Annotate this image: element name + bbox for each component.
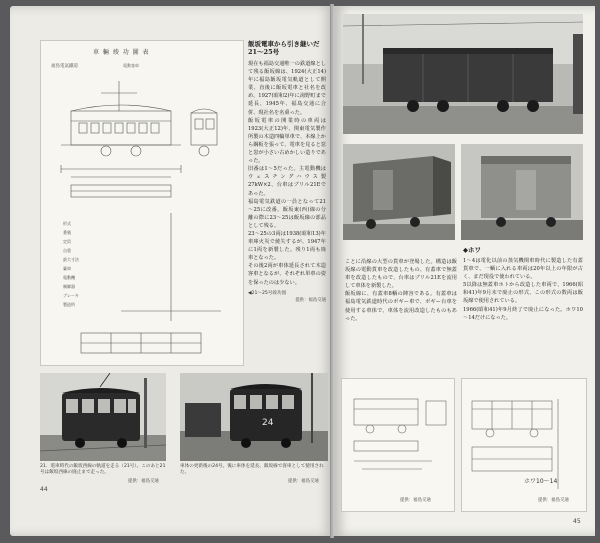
article-paragraph: 福島電気鉄道の一員となって21～25に改番。飯坂東(西)線の分離の際に23～25は飯坂線の部品として残る。 — [248, 198, 326, 229]
diagram-lines — [41, 41, 243, 365]
tram-photo-21 — [40, 373, 166, 461]
drawing-label: ホワ10～14 — [524, 478, 558, 485]
spec-label: 自重 — [63, 248, 71, 253]
hw-heading: ◆ホワ — [463, 246, 481, 254]
diagram-subtitle: 電動客車 — [123, 63, 139, 68]
article-paragraph: 1～4は電化以前の蒸気機関車時代に製造した有蓋貨車で、一輌に入れる車両は20年以上の年限が古く、まだ現役で使われている。 — [463, 258, 583, 281]
article-paragraph: 飯坂電車の開業時の車両は1923(大正12)年、関東電気製作所製の木造四輪単車で、本線上から鋼板を張って、電車を見ると窓と窓が小さい古めかしい造りであった。 — [248, 117, 326, 165]
page-number-right: 45 — [573, 518, 581, 525]
car-number: 24 — [262, 418, 274, 428]
drawing-credit-left: 提供：福島交通 — [400, 498, 431, 503]
freight-car-photo-left — [343, 144, 455, 240]
right-page — [333, 6, 595, 536]
article-paragraph: 5以降は無蓋車ホトから改造した車両で、1966(昭和41)年9月末で廃止の形式、この形式の数両は飯坂線で使用されている。 — [463, 282, 583, 305]
spec-label: 臺車 — [63, 266, 71, 271]
photo-credit-right: 提供：福島交通 — [288, 479, 319, 484]
hw-article-col1 — [345, 258, 457, 323]
article-heading-line2: 21～25号 — [248, 48, 280, 56]
article-paragraph: 旧番は1～5だった。主電動機はウェスチングハウス製27kW×2、台車はブリル21Eであった。 — [248, 166, 326, 197]
left-page — [10, 6, 332, 536]
drawing-credit-right: 提供：福島交通 — [538, 498, 569, 503]
diagram-corner-note: 福島電氣鐵道 — [51, 64, 78, 69]
diagram-title: 車 輛 竣 功 圖 表 — [93, 49, 150, 56]
spec-label: 定員 — [63, 239, 71, 244]
spec-label: 最大寸法 — [63, 257, 79, 262]
spec-label: 番號 — [63, 230, 71, 235]
article-heading-line1: 飯坂電車から引き継いだ — [248, 40, 320, 48]
hw-article-col2 — [463, 246, 583, 322]
spec-label: ブレーキ — [63, 293, 79, 298]
article-paragraph: 現在も福島交通唯一の鉄道線として残る飯坂線は、1924(大正14)年に福島飯坂電気軌道として開業、直後に飯坂電車と社名を改め、1927(昭和2)年に湯野町まで延長、1945年、福島交通に合併、現社名を名乗った。 — [248, 61, 326, 116]
freight-car-photo-top — [343, 14, 583, 134]
freight-drawing-right — [461, 378, 587, 512]
article-column — [248, 40, 326, 303]
spec-label: 制御器 — [63, 284, 75, 289]
page-number-left: 44 — [40, 486, 48, 493]
photo-credit-left: 提供：福島交通 — [128, 479, 159, 484]
spec-label: 形式 — [63, 221, 71, 226]
diagram-credit: 提供：福島交通 — [295, 297, 326, 303]
freight-car-photo-right — [461, 144, 583, 240]
article-paragraph: ことに沿線の大型の貨車が登場した。構造は飯坂線の電動貨車を改造したもの、有蓋車で無蓋車を改造したもので、台車はブリル21Eを流用して車体を新製した。 — [345, 259, 457, 290]
article-paragraph: 1966(昭和41)年9月終了で廃止になった。ホワ10～14だけになった。 — [463, 306, 583, 321]
article-paragraph: その後2両が車体延長されて木造客車となるが、それぞれ単車の姿を保ったのは少ない。 — [248, 263, 326, 286]
photo-caption-right: 車体の更新後の24号。後に車体を延長、飯坂線で客車として使用された。 — [180, 464, 324, 475]
spec-label: 電動機 — [63, 275, 75, 280]
diagram-caption: ◀21～25号竣功図 — [248, 290, 287, 296]
tram-photo-24 — [180, 373, 328, 461]
spec-label: 製造所 — [63, 302, 75, 307]
car-diagram — [40, 40, 244, 366]
photo-caption-left: 21．電車時代の飯坂西線の軌道を走る（21号）。このあと21号は飯坂西線の廃止まで走った。 — [40, 464, 166, 475]
article-paragraph: 飯坂線に、有蓋車8輌の陣容である。有蓋車は福島電気鉄道時代のボギー車で、ボギー台車を使用する車体で、車体を流用改造したものもあった。 — [345, 291, 457, 322]
article-paragraph: 23～25の3両は1938(昭和13)年車庫火災で焼失するが、1947年に1両を新製した。残り1両も廃車となった。 — [248, 230, 326, 262]
freight-drawing-left — [341, 378, 455, 512]
